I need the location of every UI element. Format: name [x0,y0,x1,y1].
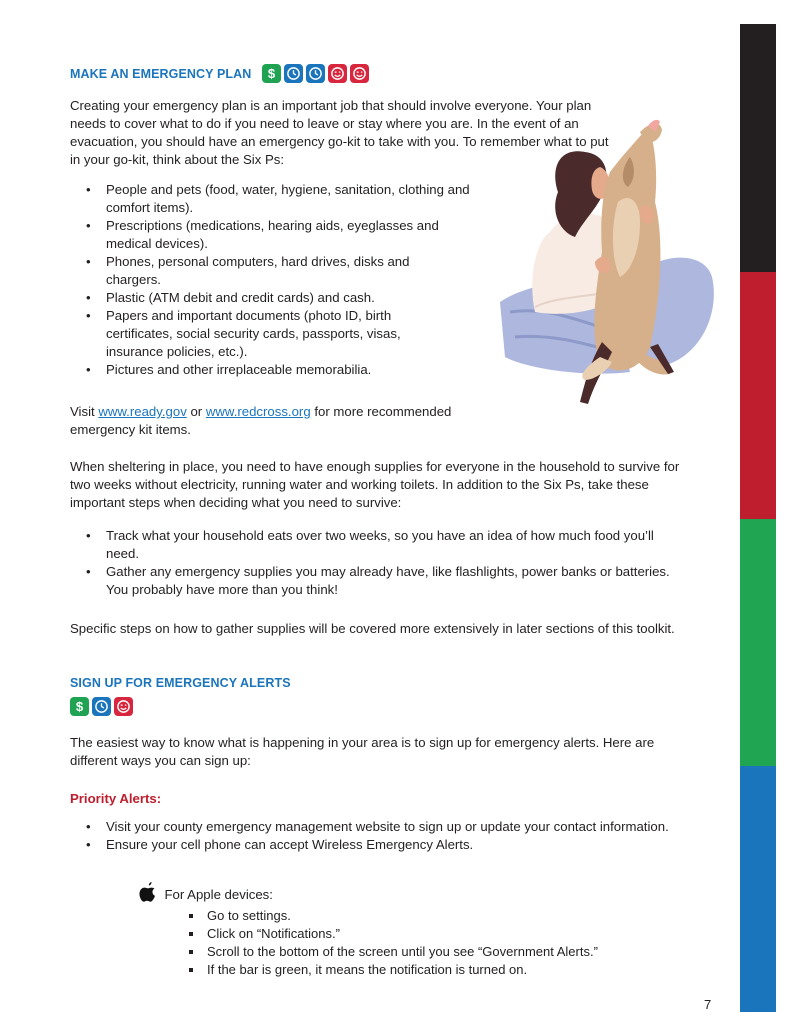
list-item: • Visit your county emergency management website to sign up or update your contact information. [70,818,690,836]
list-item: • Pictures and other irreplaceable memorabilia. [70,361,510,379]
clock-icon [306,64,325,83]
page-number: 7 [704,997,712,1012]
color-tab-strip [740,24,776,1012]
alerts-icon-row [70,697,133,716]
apple-devices-label: For Apple devices: [164,887,273,902]
list-item: • Gather any emergency supplies you may already have, like flashlights, power banks or batteries. You probably have more than you think! [70,563,690,599]
specific-steps-paragraph: Specific steps on how to gather supplies will be covered more extensively in later sections of this toolkit. [70,621,675,636]
visit-suffix: for more recommended emergency kit items. [70,404,452,437]
plan-intro-paragraph: Creating your emergency plan is an important job that should involve everyone. Your plan needs to cover what to do if you need to leave or stay where you are. In the event of an evacuation, you should have an emergency go-kit to take with you. To remember what to put in your go-kit, think about the Six Ps: [70,98,609,167]
clock-icon [284,64,303,83]
shelter-steps-list [70,527,690,599]
apple-steps-list [183,907,703,979]
list-item: • Papers and important documents (photo ID, birth certificates, social security cards, passports, visas, insurance policies, etc.). [70,307,510,361]
apple-devices-row [138,881,273,904]
wink-face-icon [328,64,347,83]
list-item: • People and pets (food, water, hygiene, sanitation, clothing and comfort items). [70,181,510,217]
color-tab-green [740,519,776,766]
color-tab-red [740,272,776,519]
woman-hugging-dog-illustration [490,112,720,407]
color-tab-blue [740,766,776,1012]
visit-prefix: Visit [70,404,99,419]
six-ps-list [70,181,510,379]
list-item: • Phones, personal computers, hard drives, disks and chargers. [70,253,510,289]
ready-gov-link[interactable]: www.ready.gov [98,404,187,419]
list-item: • Prescriptions (medications, hearing aids, eyeglasses and medical devices). [70,217,510,253]
svg-text:$: $ [267,66,275,81]
redcross-link[interactable]: www.redcross.org [205,404,311,419]
priority-alerts-heading: Priority Alerts: [70,791,162,806]
recommended-kit-paragraph [70,403,500,439]
color-tab-black [740,24,776,272]
heading-text: MAKE AN EMERGENCY PLAN [70,66,252,81]
list-item: • Ensure your cell phone can accept Wireless Emergency Alerts. [70,836,690,854]
section-heading-emergency-alerts: SIGN UP FOR EMERGENCY ALERTS [70,676,291,690]
section-heading-emergency-plan [70,64,369,83]
heading-icon-row [262,64,369,83]
list-item: • Plastic (ATM debit and credit cards) and cash. [70,289,510,307]
sheltering-paragraph: When sheltering in place, you need to have enough supplies for everyone in the household to survive for two weeks without electricity, running water and working toilets. In addition to the Six Ps, take these important steps when deciding what you need to survive: [70,459,680,510]
priority-alerts-list [70,818,690,854]
list-item: • Track what your household eats over two weeks, so you have an idea of how much food you’ll need. [70,527,690,563]
wink-face-icon [114,697,133,716]
list-item: Scroll to the bottom of the screen until you see “Government Alerts.” [183,943,703,961]
dollar-icon [262,64,281,83]
list-item: Click on “Notifications.” [183,925,703,943]
alerts-intro-paragraph: The easiest way to know what is happening in your area is to sign up for emergency alerts. Here are different ways you can sign up: [70,735,655,768]
svg-text:$: $ [75,699,84,714]
list-item: Go to settings. [183,907,703,925]
list-item: If the bar is green, it means the notification is turned on. [183,961,703,979]
clock-icon [92,697,111,716]
wink-face-icon [350,64,369,83]
dollar-icon [70,697,89,716]
visit-or: or [186,404,206,419]
apple-logo-icon [138,881,158,903]
